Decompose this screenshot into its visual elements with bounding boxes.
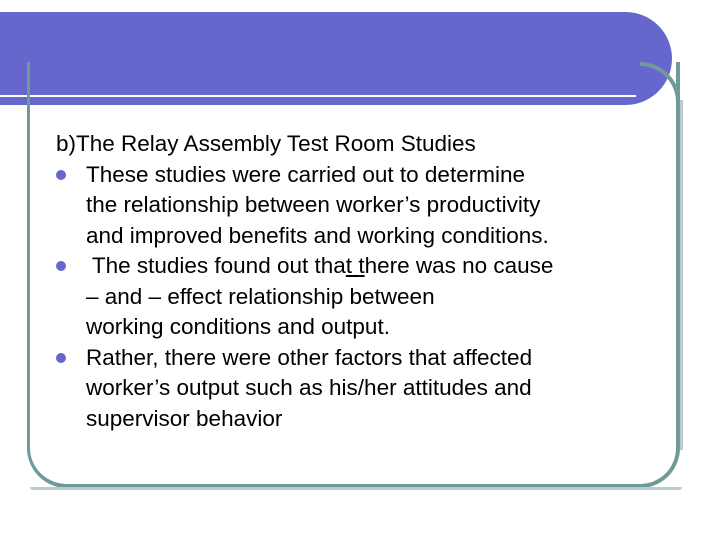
bullet-3-line-2: worker’s output such as his/her attitudes and [86, 375, 532, 400]
bullet-dot-icon [56, 261, 66, 271]
bullet-1-line-2: the relationship between worker’s productivity [86, 192, 541, 217]
bullet-2-line-1-part-b: here was no cause [364, 253, 554, 278]
content-frame-shadow-bottom [30, 487, 682, 490]
bullet-2-underlined-t: t [345, 253, 353, 278]
bullet-2-line-1-part-a: The studies found out tha [86, 253, 346, 278]
section-heading: b)The Relay Assembly Test Room Studies [56, 131, 476, 156]
bullet-item-3 [56, 343, 676, 435]
bullet-2-line-2: – and – effect relationship between [86, 283, 435, 309]
bullet-3-line-1: Rather, there were other factors that affected [86, 344, 533, 370]
bullet-2-line-3: working conditions and output. [86, 314, 390, 339]
bullet-3-line-3: supervisor behavior [86, 405, 283, 431]
bullet-1-line-3: and improved benefits and working conditions. [86, 222, 549, 248]
bullet-1-line-1: These studies were carried out to determine [86, 161, 525, 187]
bullet-2-underlined-t-2: t [358, 253, 365, 278]
bullet-dot-icon [56, 170, 66, 180]
slide-body [56, 129, 676, 434]
bullet-2-line-1 [86, 251, 676, 282]
bullet-item-2 [56, 251, 676, 343]
content-frame-shadow-right [680, 100, 683, 450]
bullet-item-1 [56, 160, 676, 252]
bullet-dot-icon [56, 353, 66, 363]
